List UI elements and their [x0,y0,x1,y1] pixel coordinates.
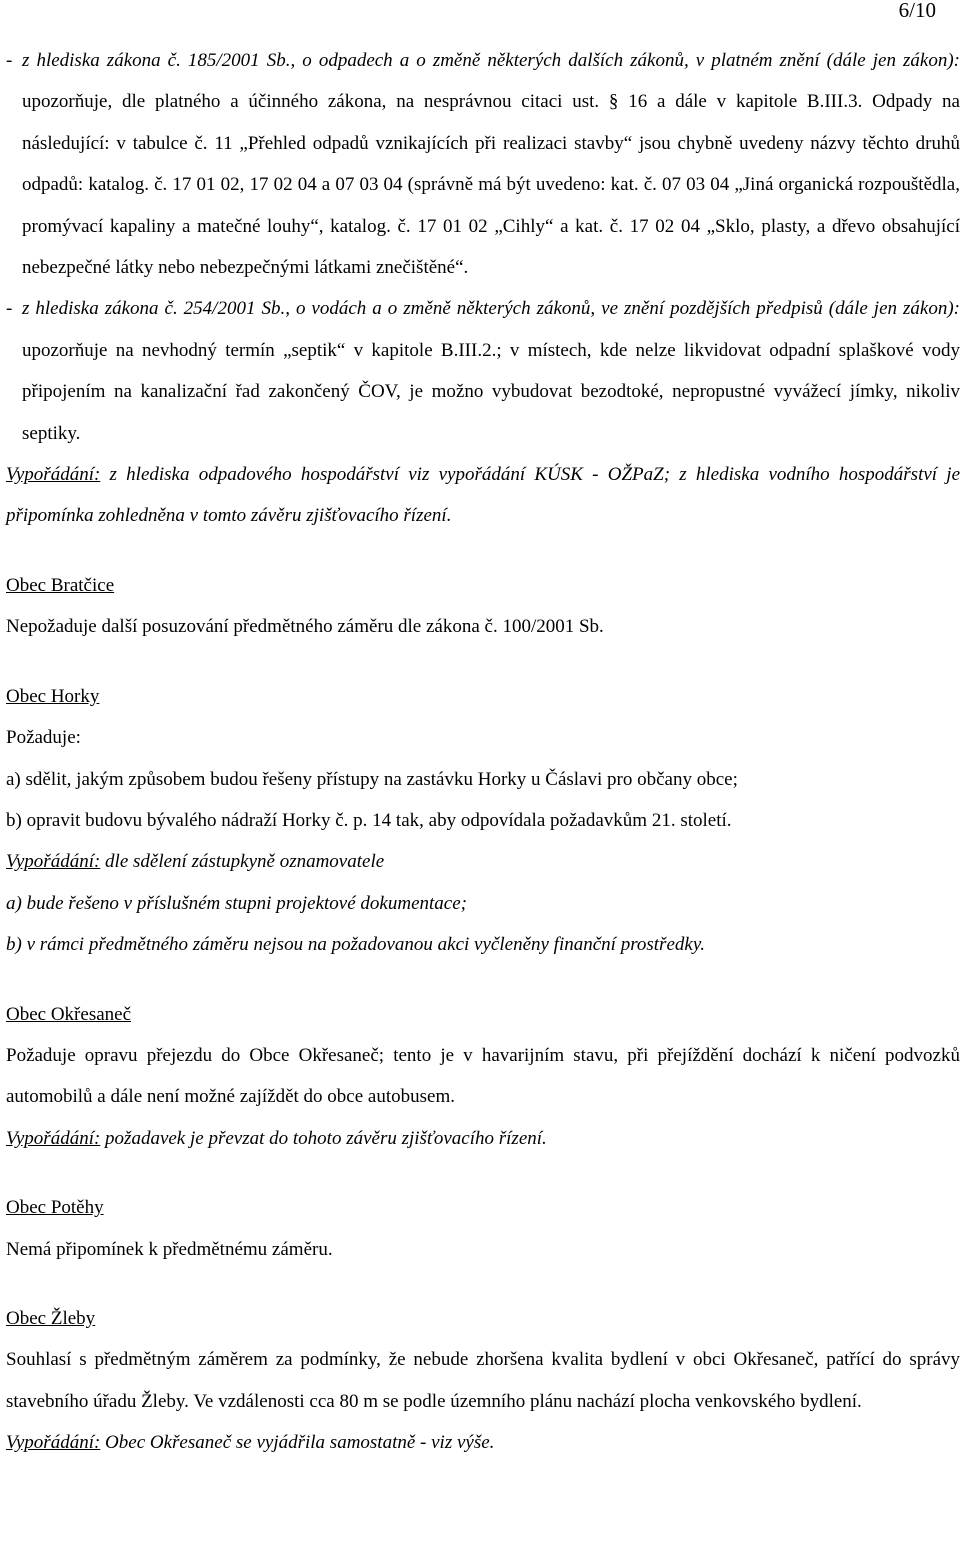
bratcice-text: Nepožaduje další posuzování předmětného záměru dle zákona č. 100/2001 Sb. [6,616,604,638]
page-number: 6/10 [898,0,936,22]
horky-item-b: b) opravit budovu bývalého nádraží Horky č. p. 14 tak, aby odpovídala požadavkům 21. století. [6,809,732,831]
heading-potehy: Obec Potěhy [6,1197,104,1219]
heading-bratcice: Obec Bratčice [6,574,115,596]
waste-law-comment [6,40,960,288]
waste-law-paragraph [22,40,960,288]
vyporadani-text: Obec Okřesaneč se vyjádřila samostatně - viz výše. [105,1432,495,1454]
water-law-paragraph [22,288,960,454]
zleby-vyporadani [6,1422,960,1463]
potehy-text: Nemá připomínek k předmětnému záměru. [6,1238,333,1260]
zleby-text: Souhlasí s předmětným záměrem za podmínky, že nebude zhoršena kvalita bydlení v obci Okřesaneč, patřící do správy stavebního úřadu Žleby. Ve vzdálenosti cca 80 m se podle územního plánu nachází plocha venkovského bydlení. [6,1349,960,1412]
okresanec-vyporadani [6,1118,960,1159]
water-law-comment [6,288,960,454]
waste-law-citation: z hlediska zákona č. 185/2001 Sb., o odpadech a o změně některých dalších zákonů, v platném znění (dále jen zákon): [22,50,960,71]
vyporadani-label: Vypořádání: [6,1432,101,1454]
horky-item-a: a) sdělit, jakým způsobem budou řešeny přístupy na zastávku Horky u Čáslavi pro občany obce; [6,768,738,790]
vyporadani-paragraph-1 [6,454,960,537]
heading-zleby: Obec Žleby [6,1307,96,1329]
water-law-text: upozorňuje na nevhodný termín „septik“ v kapitole B.III.2.; v místech, kde nelze likvidovat odpadní splaškové vody připojením na kanalizační řad zakončený ČOV, je možno vybudovat bezodtoké, nepropustné vyvážecí jímky, nikoliv septiky. [22,339,960,444]
okresanec-text: Požaduje opravu přejezdu do Obce Okřesaneč; tento je v havarijním stavu, při přejíždění dochází k ničení podvozků automobilů a dále není možné zajíždět do obce autobusem. [6,1044,960,1108]
waste-law-text: upozorňuje, dle platného a účinného zákona, na nesprávnou citaci ust. § 16 a dále v kapitole B.III.3. Odpady na následující: v tabulce č. 11 „Přehled odpadů vznikajících při realizaci stavby“ jsou chybně uvedeny názvy těchto druhů odpadů: katalog. č. 17 01 02, 17 02 04 a 07 03 04 (správně má být uvedeno: kat. č. 07 03 04 „Jiná organická rozpouštědla, promývací kapaliny a matečné louhy“, katalog. č. 17 01 02 „Cihly“ a kat. č. 17 02 04 „Sklo, plasty, a dřevo obsahující nebezpečné látky nebo nebezpečnými látkami znečištěné“. [22,91,960,279]
vyporadani-text: dle sdělení zástupkyně oznamovatele [105,851,385,873]
horky-vyporadani-a: a) bude řešeno v příslušném stupni projektové dokumentace; [6,892,467,914]
list-dash: - [6,298,13,320]
vyporadani-text: z hlediska odpadového hospodářství viz vypořádání KÚSK - OŽPaZ; z hlediska vodního hospodářství je připomínka zohledněna v tomto závěru zjišťovacího řízení. [6,464,960,527]
vyporadani-label: Vypořádání: [6,1127,101,1149]
list-dash: - [6,50,13,71]
vyporadani-text: požadavek je převzat do tohoto závěru zjišťovacího řízení. [105,1127,547,1149]
vyporadani-label: Vypořádání: [6,464,101,486]
vyporadani-label: Vypořádání: [6,851,101,873]
heading-horky: Obec Horky [6,685,100,707]
horky-vyporadani-b: b) v rámci předmětného záměru nejsou na požadovanou akci vyčleněny finanční prostředky. [6,934,705,956]
heading-okresanec: Obec Okřesaneč [6,1003,132,1025]
document-body [6,40,960,1464]
water-law-citation: z hlediska zákona č. 254/2001 Sb., o vodách a o změně některých zákonů, ve znění pozdějších předpisů (dále jen zákon): [22,298,960,320]
horky-vyporadani [6,841,960,882]
horky-requires: Požaduje: [6,727,81,749]
